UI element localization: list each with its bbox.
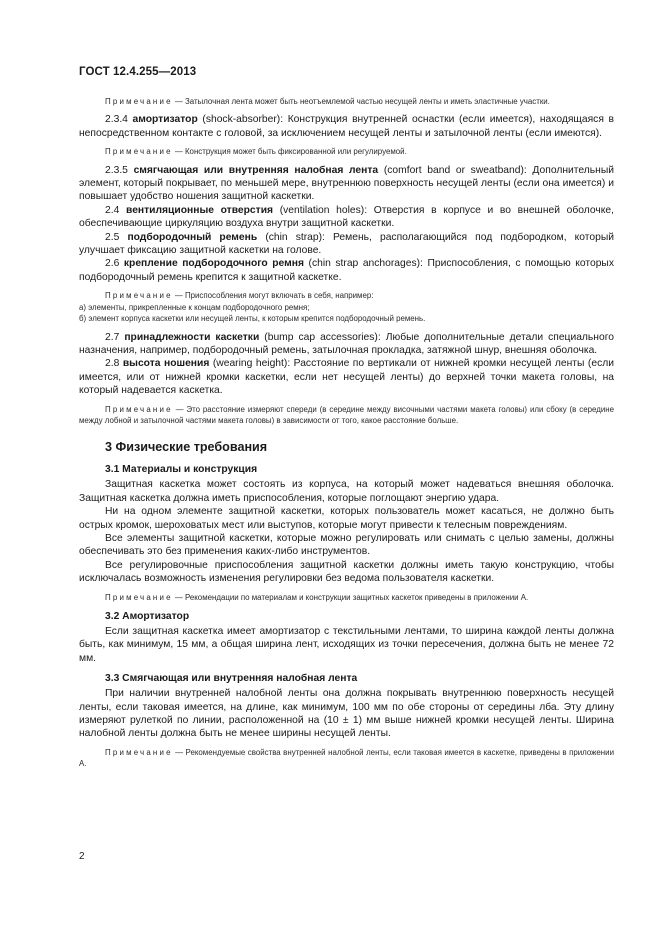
term-definition [79,164,614,204]
note-text: — Затылочная лента может быть неотъемлемой частью несущей ленты и иметь эластичные участки. [174,97,550,106]
note [79,592,614,603]
note-label: Примечание [105,291,173,301]
note-list-item: б) элемент корпуса каскетки или несущей ленты, к которым крепится подбородочный ремень. [79,314,426,324]
document-header: ГОСТ 12.4.255—2013 [79,66,197,78]
note-label: Примечание [105,404,173,414]
term-number: 2.8 [105,358,120,370]
paragraph: Все элементы защитной каскетки, которые можно регулировать или снимать с целью замены, должны обеспечивать это без применения каких-либо инструментов. [79,532,614,558]
note-label: Примечание [105,592,173,602]
term-text: (bump cap accessories): Любые дополнительные детали специального назначения, например, подбородочный ремень, затылочная прокладка, затяжной шнур, внешняя оболочка. [79,331,614,356]
term-text: (chin strap anchorages): Приспособления, с помощью которых подбородочный ремень крепится к защитной каскетке. [79,258,614,283]
page-number: 2 [79,851,85,862]
term-number: 2.3.4 [105,114,128,126]
note [79,146,614,157]
term-definition [79,231,614,258]
term-text: (ventilation holes): Отверстия в корпусе и во внешней оболочке, обеспечивающие циркуляцию воздуха внутри защитной каскетки. [79,204,614,230]
note-text: — Конструкция может быть фиксированной или регулируемой. [174,147,407,157]
term-definition [79,257,614,284]
term-name: крепление подбородочного ремня [123,258,304,270]
term-definition [79,331,614,358]
subsection-heading: 3.2 Амортизатор [105,611,190,622]
note [79,747,614,770]
term-name: смягчающая или внутренняя налобная лента [133,164,379,176]
note-intro [79,290,614,301]
term-name: подбородочный ремень [127,231,258,243]
paragraph: Ни на одном элементе защитной каскетки, которых пользователь может касаться, не должно быть острых кромок, шероховатых мест или выступов, которые могут привести к телесным повреждениям. [79,506,614,531]
term-number: 2.7 [105,331,120,343]
term-number: 2.5 [105,231,120,243]
term-number: 2.3.5 [105,164,128,176]
note-block [79,290,614,324]
paragraph: Защитная каскетка может состоять из корпуса, на который может надеваться внешняя оболочка. Защитная каскетка должна иметь приспособления, которые поглощают энергию удара. [79,479,614,504]
term-name: принадлежности каскетки [124,331,260,343]
term-text: (shock-absorber): Конструкция внутренней оснастки (если имеется), находящаяся в непосредственном контакте с головой, за исключением несущей ленты и затылочной ленты (если имеются). [79,114,614,139]
term-name: амортизатор [132,114,198,126]
term-text: (wearing height): Расстояние по вертикали от нижней кромки несущей ленты (если имеется, или от нижней кромки каскетки, если нет несущей ленты) до верхней точки макета головы, на который надевается каскетка. [79,358,614,397]
term-definition [79,113,614,140]
paragraph: Если защитная каскетка имеет амортизатор с текстильными лентами, то ширина каждой ленты должна быть, как минимум, 15 мм, а общая ширина лент, исходящих из точки пересечения, должна быть не менее 72 мм. [79,626,614,664]
term-text: (comfort band or sweatband): Дополнительный элемент, который покрывает, по меньшей мере, внутреннюю поверхность несущей ленты (если она имеется) и повышает удобство ношения защитной каскетки. [79,164,614,203]
note [79,96,614,107]
note-list-item: а) элементы, прикрепленные к концам подбородочного ремня; [79,302,310,312]
note [79,404,614,427]
note-label: Примечание [105,747,173,757]
term-number: 2.6 [105,258,120,270]
term-name: вентиляционные отверстия [126,204,274,216]
note-label: Примечание [105,147,173,157]
section-heading: 3 Физические требования [105,440,268,455]
paragraph: Все регулировочные приспособления защитной каскетки должны иметь такую конструкцию, чтобы исключалась возможность изменения регулировки без ведома пользователя каскетки. [79,559,614,585]
term-text: (chin strap): Ремень, располагающийся под подбородком, который улучшает фиксацию защитной каскетки на голове. [79,231,614,257]
subsection-heading: 3.1 Материалы и конструкция [105,464,258,476]
page-content [79,92,614,776]
term-name: высота ношения [122,358,210,370]
paragraph: При наличии внутренней налобной ленты она должна покрывать внутреннюю поверхность несущей ленты, если таковая имеется, на длине, как минимум, 100 мм по обе стороны от середины лба. Эту длину измеряют рулеткой по линии, расположенной на (10 ± 1) мм выше нижней кромки несущей ленты. Ширина налобной ленты должна быть не менее ширины несущей ленты. [79,688,614,740]
note-text: — Рекомендуемые свойства внутренней налобной ленты, если таковая имеется в каскетке, приведены в приложении А. [79,747,614,769]
note-label: Примечание [105,97,173,106]
note-text: — Рекомендации по материалам и конструкции защитных каскеток приведены в приложении А. [174,592,529,602]
note-text: — Приспособления могут включать в себя, например: [174,291,374,301]
term-definition [79,204,614,231]
term-definition [79,357,614,397]
note-text: — Это расстояние измеряют спереди (в середине между височными частями макета головы) или сбоку (в середине между лобной и затылочной частями макета головы) в зависимости от того, какое расстояние больше. [79,404,614,425]
subsection-heading: 3.3 Смягчающая или внутренняя налобная лента [105,673,358,685]
term-number: 2.4 [105,204,120,216]
